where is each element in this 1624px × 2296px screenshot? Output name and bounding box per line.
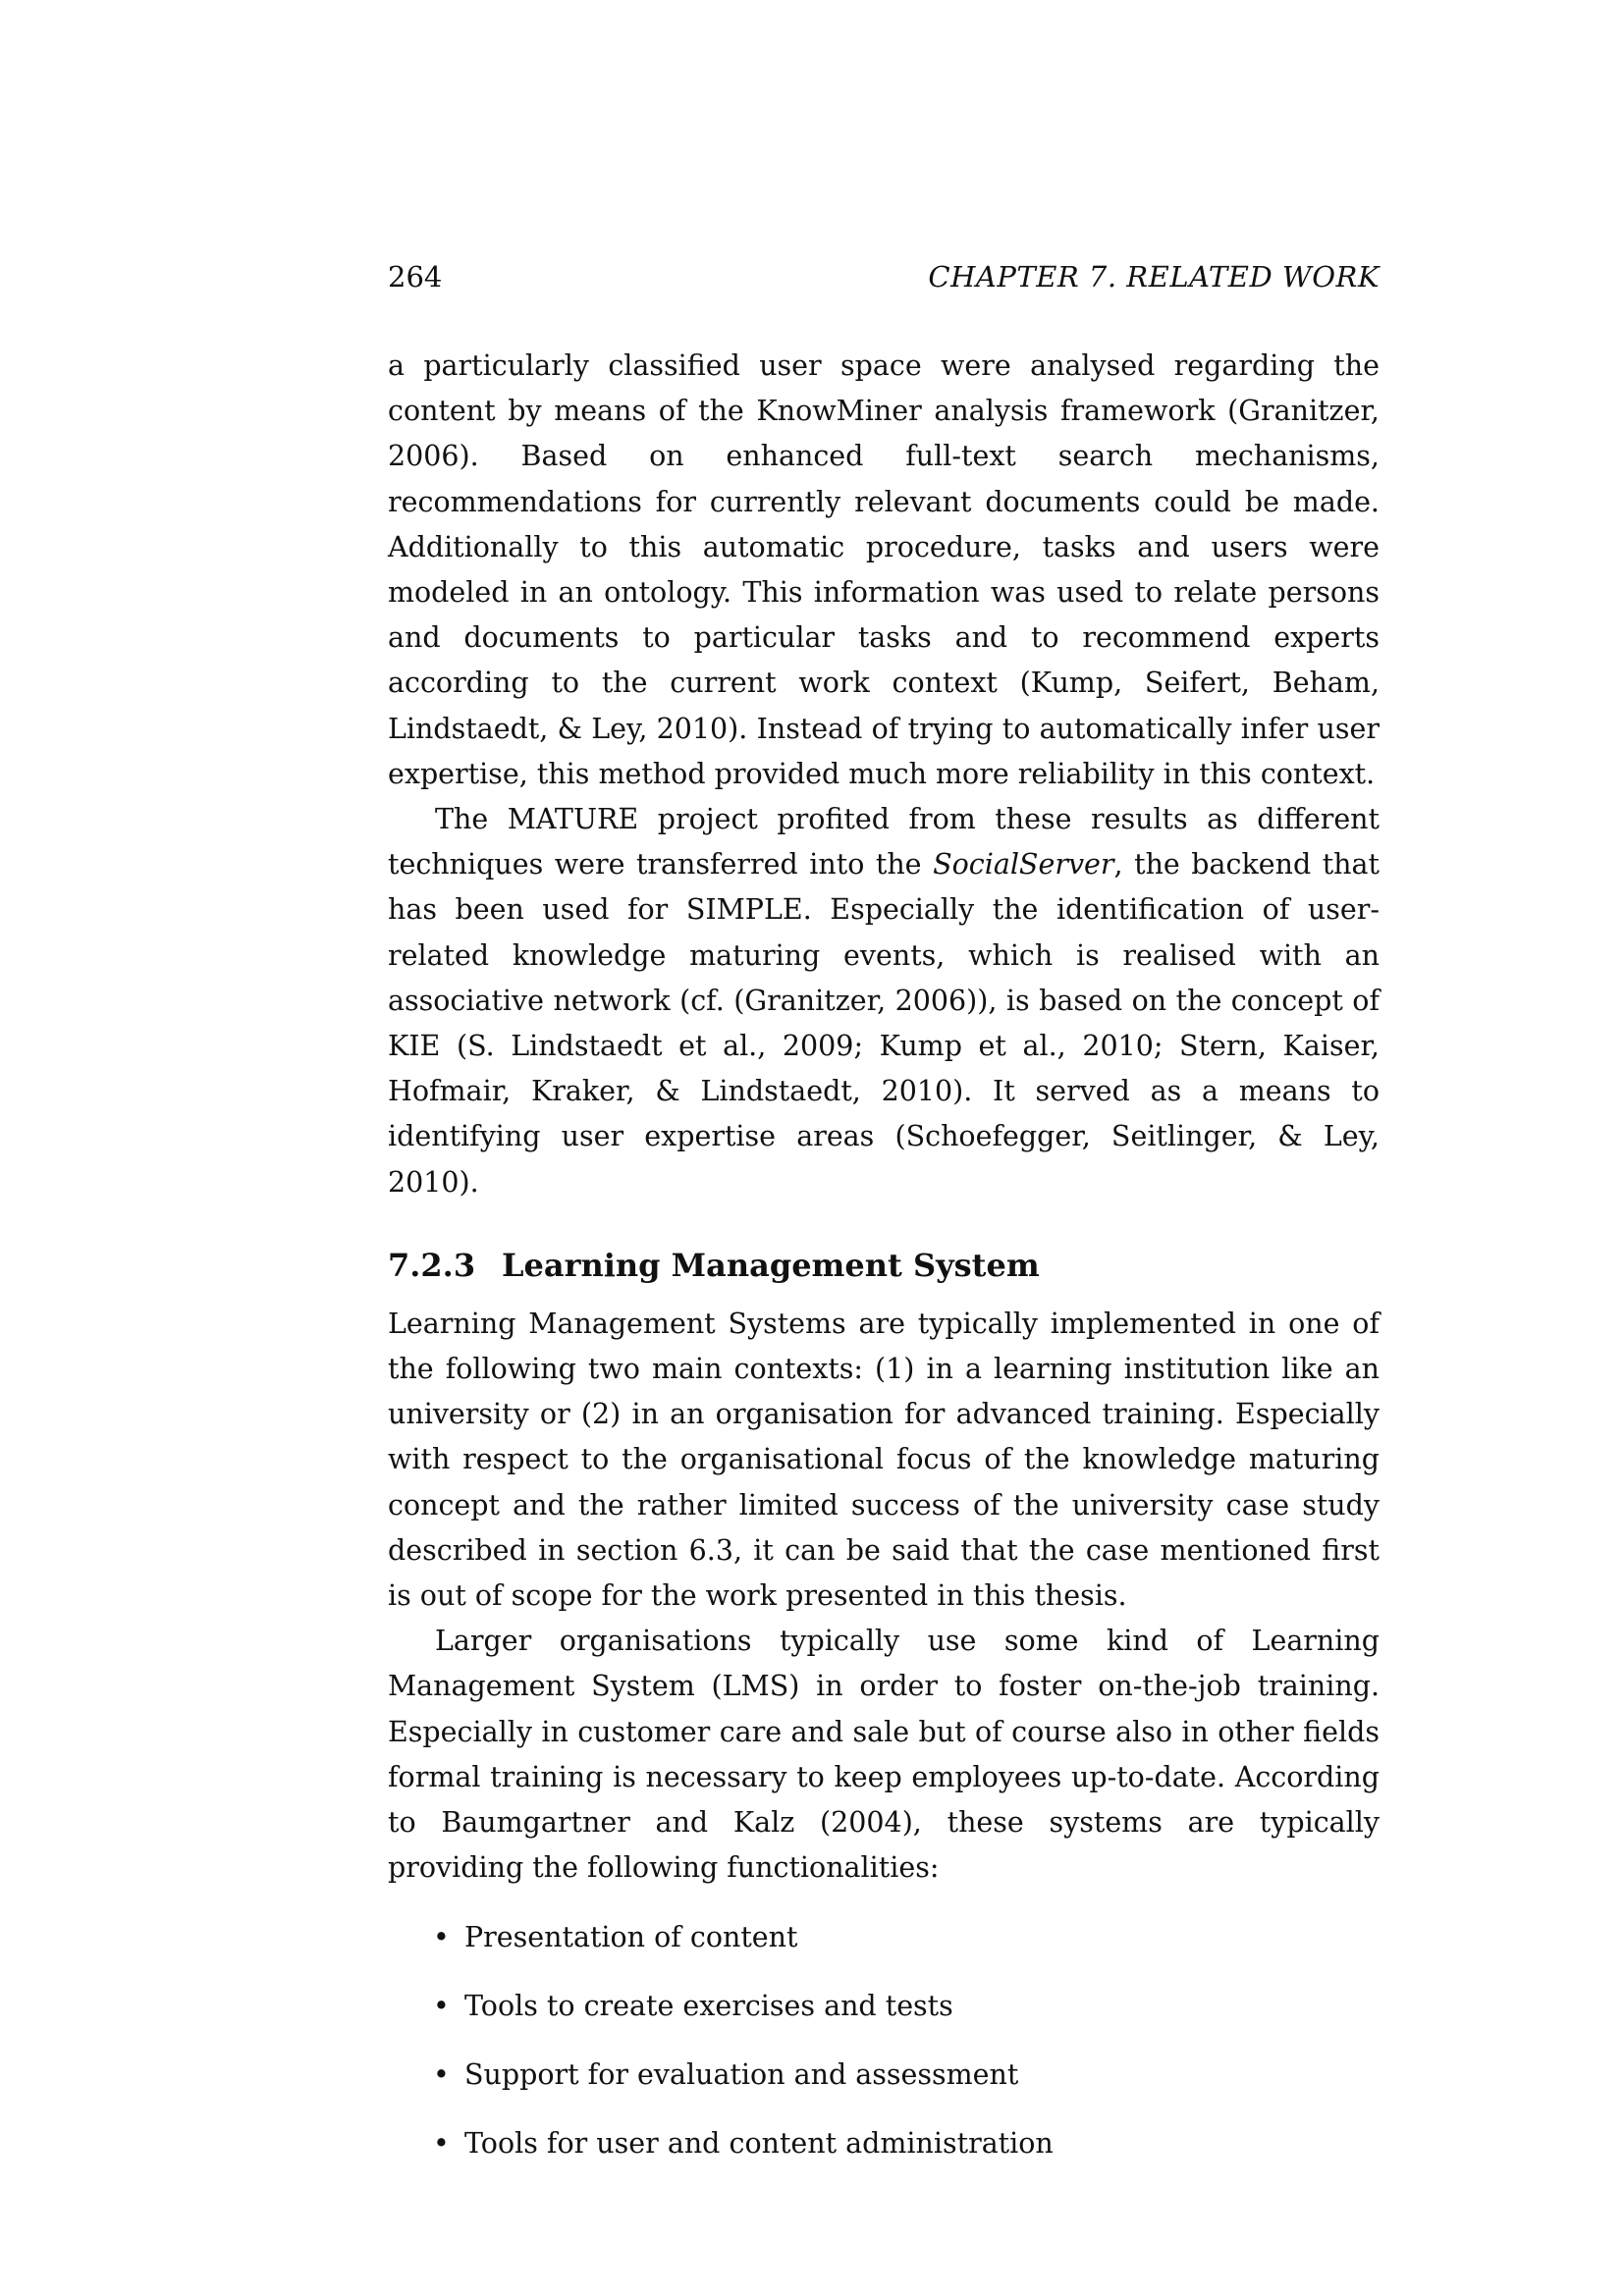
paragraph-2-start: The MATURE project profited from these results as different techniques were transferred into the xyxy=(388,803,1380,881)
list-item-text: Support for evaluation and assessment xyxy=(464,2057,1019,2091)
section-number: 7.2.3 xyxy=(388,1246,476,1284)
chapter-title: CHAPTER 7. RELATED WORK xyxy=(928,260,1380,294)
paragraph-3: Learning Management Systems are typically implemented in one of the following two main contexts: (1) in a learning institution like an university or (2) in an organisation for advanced training. Especially with respect to the organisational focus of the knowledge maturing concept and the rather limited success of the university case study described in section 6.3, it can be said that the case mentioned first is out of scope for the work presented in this thesis. xyxy=(388,1307,1380,1613)
list-item xyxy=(433,2121,1380,2166)
list-item xyxy=(433,1915,1380,1960)
list-item-text: Tools for user and content administration xyxy=(464,2126,1054,2160)
bullet-icon: • xyxy=(433,2057,450,2091)
paragraph-2-end: , the backend that has been used for SIMPLE. Especially the identification of user-related knowledge maturing events, which is realised with an associative network (cf. (Granitzer, 2006)), is based on the concept of KIE (S. Lindstaedt et al., 2009; Kump et al., 2010; Stern, Kaiser, Hofmair, Kraker, & Lindstaedt, 2010). It served as a means to identifying user expertise areas (Schoefegger, Seitlinger, & Ley, 2010). xyxy=(388,848,1380,1199)
list-item-text: Tools to create exercises and tests xyxy=(464,1989,953,2022)
list-item-text: Presentation of content xyxy=(464,1920,798,1953)
paragraph-4: Larger organisations typically use some kind of Learning Management System (LMS) in order to foster on-the-job training. Especially in customer care and sale but of course also in other fields formal training is necessary to keep employees up-to-date. According to Baumgartner and Kalz (2004), these systems are typically providing the following functionalities: xyxy=(388,1625,1380,1885)
bullet-icon: • xyxy=(433,1989,450,2022)
functionality-list xyxy=(388,1915,1380,2166)
paragraph-2 xyxy=(388,797,1380,1205)
page-number: 264 xyxy=(388,260,443,294)
body-text xyxy=(388,344,1380,2166)
list-item xyxy=(433,1984,1380,2029)
paragraph-1: a particularly classified user space were analysed regarding the content by means of the KnowMiner analysis framework (Granitzer, 2006). Based on enhanced full-text search mechanisms, recommendations for currently relevant documents could be made. Additionally to this automatic procedure, tasks and users were modeled in an ontology. This information was used to relate persons and documents to particular tasks and to recommend experts according to the current work context (Kump, Seifert, Beham, Lindstaedt, & Ley, 2010). Instead of trying to automatically infer user expertise, this method provided much more reliability in this context. xyxy=(388,349,1380,790)
bullet-icon: • xyxy=(433,2126,450,2160)
section-title: Learning Management System xyxy=(502,1246,1040,1284)
page xyxy=(388,257,1380,2190)
list-item xyxy=(433,2053,1380,2098)
bullet-icon: • xyxy=(433,1920,450,1953)
socialserver-term: SocialServer xyxy=(933,848,1114,881)
running-head xyxy=(388,257,1380,296)
section-heading xyxy=(388,1243,1380,1288)
